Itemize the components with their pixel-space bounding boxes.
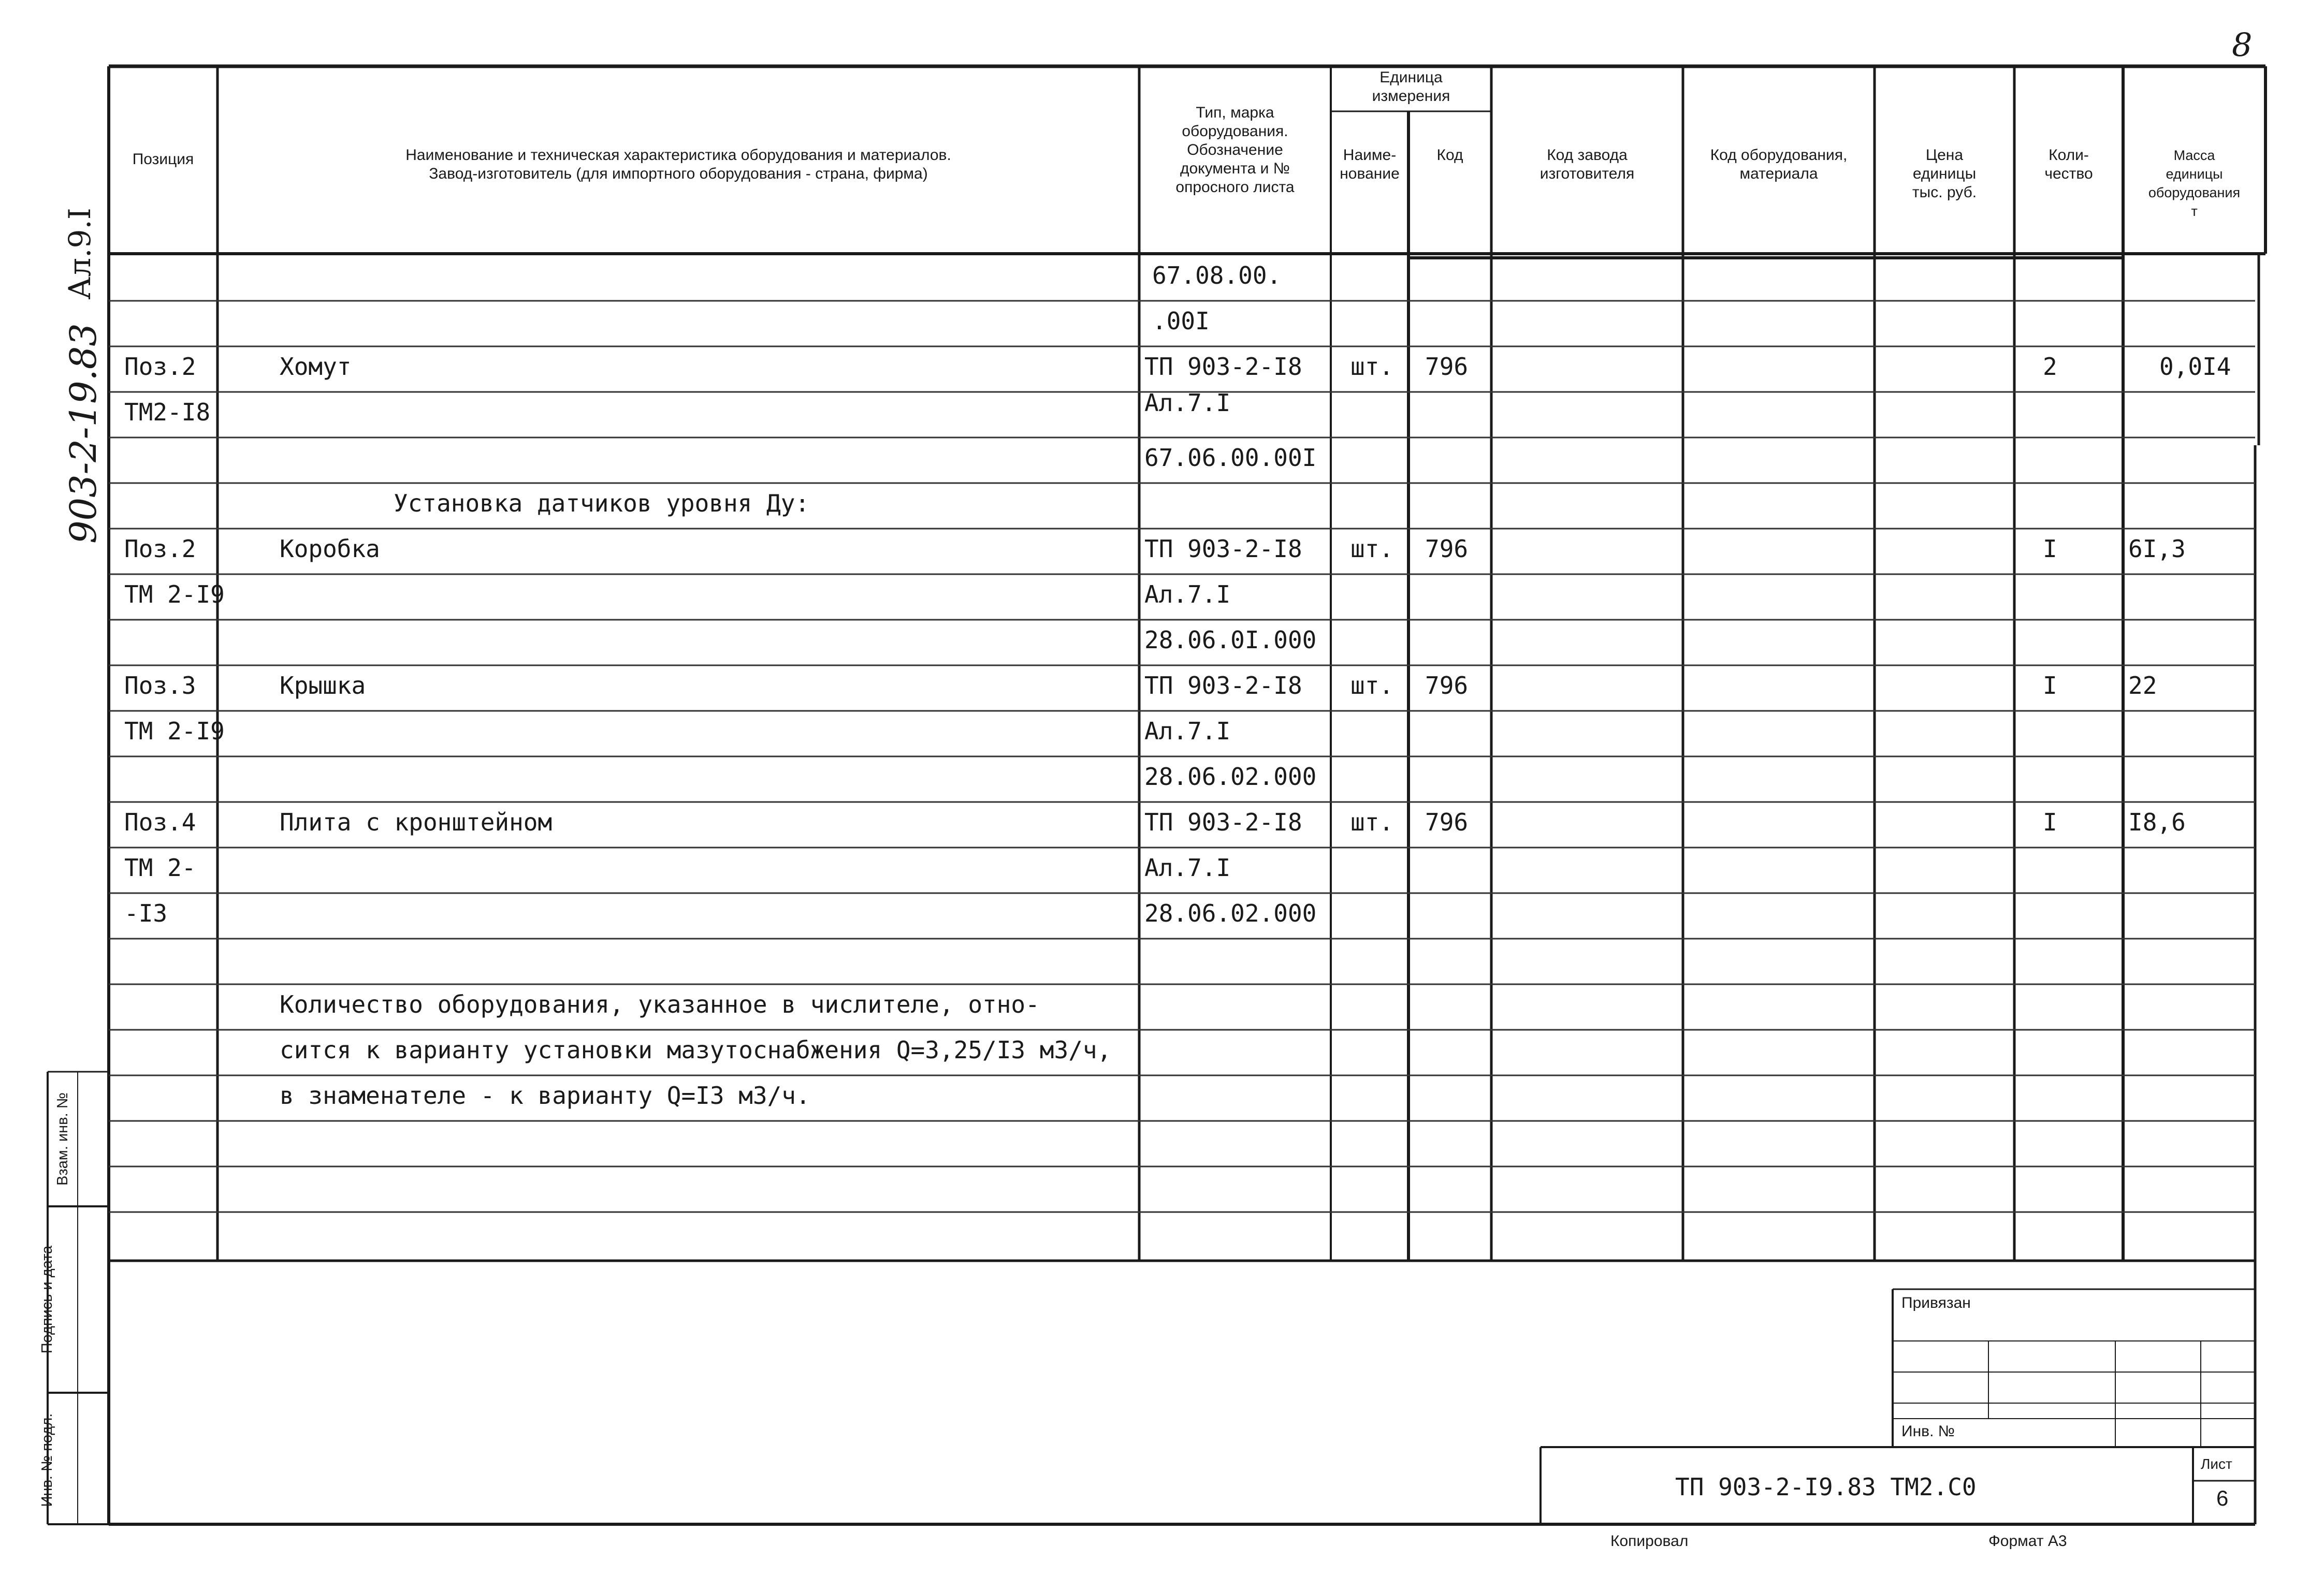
header-unit-group: Единица измерения	[1372, 69, 1450, 105]
cell-mass: 22	[2128, 672, 2157, 699]
cell-type: 67.08.00.	[1152, 261, 1282, 289]
sheet-number: 6	[2216, 1486, 2229, 1510]
cell-type: Ал.7.I	[1144, 389, 1231, 417]
header-unit-name: Наиме- нование	[1340, 147, 1400, 182]
cell-type: Ал.7.I	[1144, 854, 1231, 882]
header-equip-code: Код оборудования, материала	[1710, 147, 1848, 182]
cell-mass: 6I,3	[2128, 535, 2186, 563]
cell-type: 28.06.02.000	[1144, 763, 1317, 791]
note-line: сится к варианту установки мазутоснабжения Q=3,25/I3 м3/ч,	[280, 1036, 1112, 1064]
inv-no-label: Инв. №	[1901, 1423, 1955, 1440]
project-code: 903-2-19.83	[62, 323, 105, 544]
cell-name: Крышка	[280, 672, 366, 699]
cell-code: 796	[1425, 353, 1469, 381]
cell-unit: шт.	[1350, 808, 1394, 836]
cell-position: ТМ 2-I9	[124, 580, 225, 608]
header-unit-code: Код	[1436, 147, 1463, 164]
cell-type: 28.06.0I.000	[1144, 626, 1317, 654]
cell-unit: шт.	[1350, 353, 1394, 381]
sheet-label: Лист	[2201, 1456, 2232, 1472]
cell-qty: I	[2043, 535, 2057, 563]
cell-type: Ал.7.I	[1144, 717, 1231, 745]
cell-position: -I3	[124, 899, 168, 927]
sheet-mark: 8	[2232, 26, 2253, 64]
cell-type: ТП 903-2-I8	[1144, 535, 1302, 563]
cell-position: ТМ 2-I9	[124, 717, 225, 745]
cell-code: 796	[1425, 535, 1469, 563]
cell-qty: I	[2043, 808, 2057, 836]
document-code: ТП 903-2-I9.83 ТМ2.С0	[1675, 1473, 1977, 1501]
format-label: Формат А3	[1988, 1533, 2067, 1550]
linked-label: Привязан	[1901, 1294, 1971, 1311]
album-ref: Ал.9.I	[62, 208, 97, 300]
cell-mass: I8,6	[2128, 808, 2186, 836]
header-position: Позиция	[132, 151, 194, 168]
note-line: Количество оборудования, указанное в числителе, отно-	[280, 990, 1040, 1018]
cell-name: Коробка	[280, 535, 380, 563]
cell-position: Поз.2	[124, 353, 196, 381]
cell-type: ТП 903-2-I8	[1144, 672, 1302, 699]
cell-name: Установка датчиков уровня Ду:	[394, 489, 810, 517]
inv-orig-label: Инв. № подл.	[39, 1413, 55, 1507]
note-line: в знаменателе - к варианту Q=I3 м3/ч.	[280, 1082, 810, 1110]
cell-type: 28.06.02.000	[1144, 899, 1317, 927]
cell-name: Хомут	[280, 353, 352, 381]
cell-position: ТМ 2-	[124, 854, 196, 882]
cell-qty: I	[2043, 672, 2057, 699]
cell-type: 67.06.00.00I	[1144, 444, 1317, 472]
cell-code: 796	[1425, 672, 1469, 699]
cell-qty: 2	[2043, 353, 2057, 381]
header-type: Тип, марка оборудования. Обозначение документа и № опросного листа	[1175, 104, 1295, 196]
cell-position: ТМ2-I8	[124, 398, 211, 426]
header-qty: Коли- чество	[2044, 147, 2093, 182]
cell-type: ТП 903-2-I8	[1144, 353, 1302, 381]
cell-unit: шт.	[1350, 535, 1394, 563]
cell-mass: 0,0I4	[2159, 353, 2231, 381]
header-factory-code: Код завода изготовителя	[1539, 147, 1635, 182]
cell-unit: шт.	[1350, 672, 1394, 699]
header-price: Цена единицы тыс. руб.	[1912, 147, 1977, 201]
sign-date-label: Подпись и дата	[39, 1245, 55, 1354]
cell-position: Поз.3	[124, 672, 196, 699]
cell-position: Поз.2	[124, 535, 196, 563]
cell-type: Ал.7.I	[1144, 580, 1231, 608]
cell-position: Поз.4	[124, 808, 196, 836]
replace-inv-label: Взам. инв. №	[54, 1092, 71, 1186]
cell-type: .00I	[1152, 307, 1210, 335]
header-mass: Масса единицы оборудования т	[2148, 148, 2241, 219]
cell-type: ТП 903-2-I8	[1144, 808, 1302, 836]
cell-code: 796	[1425, 808, 1469, 836]
copied-label: Копировал	[1610, 1533, 1689, 1550]
cell-name: Плита с кронштейном	[280, 808, 553, 836]
header-name: Наименование и техническая характеристика оборудования и материалов. Завод-изготовитель (для импортного оборудования - страна, фирма)	[405, 147, 951, 182]
